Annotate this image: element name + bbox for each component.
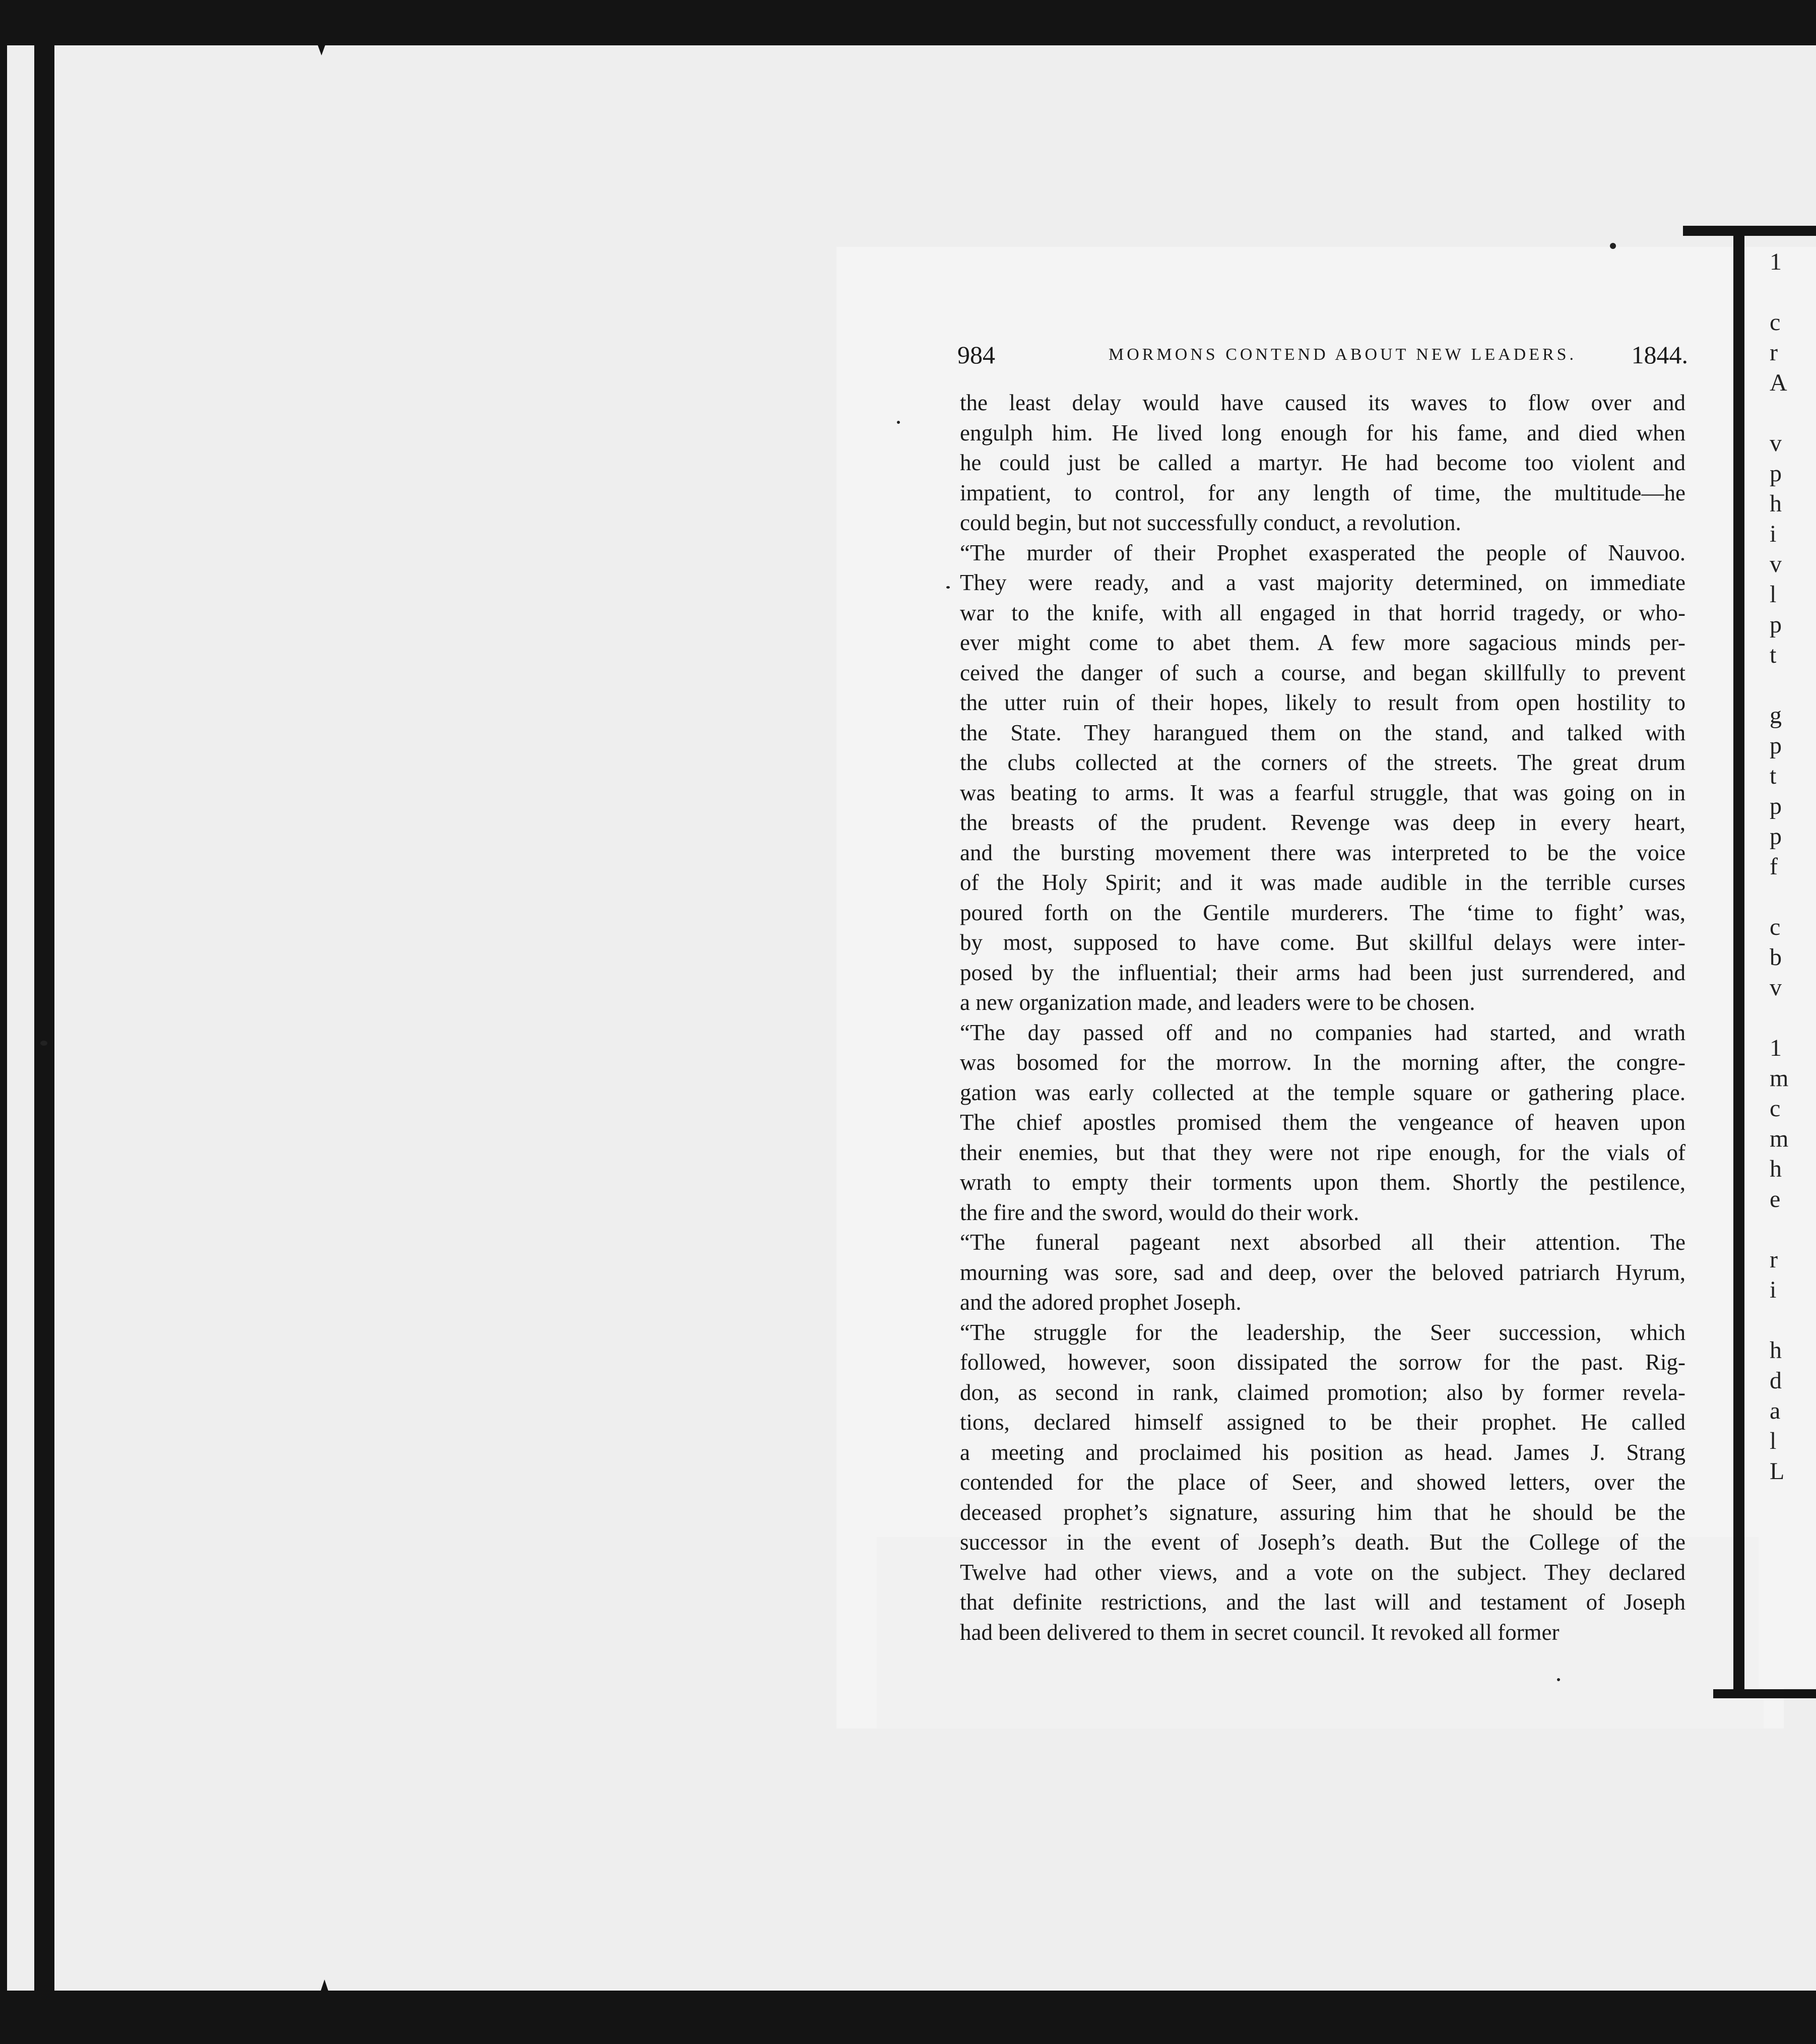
text-line: a meeting and proclaimed his position as head. James J. Strang	[960, 1439, 1685, 1465]
scan-frame-left	[34, 45, 54, 1996]
text-line: The chief apostles promised them the vengeance of heaven upon	[960, 1110, 1685, 1135]
text-line: deceased prophet’s signature, assuring him that he should be the	[960, 1499, 1685, 1525]
text-line: the breasts of the prudent. Revenge was deep in every heart,	[960, 810, 1685, 835]
frame-tick-top	[317, 44, 326, 55]
text-line: impatient, to control, for any length of time, the multitude—he	[960, 480, 1685, 505]
scan-speck	[897, 421, 900, 424]
text-line: gation was early collected at the temple square or gathering place.	[960, 1079, 1685, 1105]
scan-speck	[40, 1041, 47, 1046]
text-line: was bosomed for the morrow. In the morning after, the congre-	[960, 1050, 1685, 1075]
text-line: had been delivered to them in secret council. It revoked all former	[960, 1619, 1560, 1645]
text-line: Twelve had other views, and a vote on the subject. They declared	[960, 1559, 1685, 1585]
paragraph	[960, 1318, 1685, 1648]
text-line: ceived the danger of such a course, and began skillfully to prevent	[960, 660, 1685, 685]
text-line: of the Holy Spirit; and it was made audible in the terrible curses	[960, 870, 1685, 895]
scan-speck	[946, 586, 950, 589]
text-line: They were ready, and a vast majority determined, on immediate	[960, 570, 1685, 595]
text-line: wrath to empty their torments upon them. Shortly the pestilence,	[960, 1170, 1685, 1195]
text-line: “The funeral pageant next absorbed all their attention. The	[960, 1230, 1685, 1255]
paragraph	[960, 388, 1685, 538]
text-line: and the adored prophet Joseph.	[960, 1290, 1242, 1315]
text-line: “The struggle for the leadership, the Seer succession, which	[960, 1319, 1685, 1345]
text-line: tions, declared himself assigned to be their prophet. He called	[960, 1410, 1685, 1435]
text-line: ever might come to abet them. A few more sagacious minds per-	[960, 630, 1685, 655]
text-line: the fire and the sword, would do their work.	[960, 1199, 1359, 1225]
paragraph	[960, 1018, 1685, 1228]
text-line: the clubs collected at the corners of the streets. The great drum	[960, 750, 1685, 775]
text-line: followed, however, soon dissipated the sorrow for the past. Rig-	[960, 1350, 1685, 1375]
scan-frame-bottom	[0, 1991, 1816, 2044]
scan-frame-left-edge	[0, 45, 7, 1996]
text-line: mourning was sore, sad and deep, over the beloved patriarch Hyrum,	[960, 1259, 1685, 1285]
text-line: could begin, but not successfully conduct, a revolution.	[960, 510, 1461, 535]
text-line: “The day passed off and no companies had started, and wrath	[960, 1019, 1685, 1045]
page-number: 984	[957, 341, 995, 369]
running-head-year: 1844.	[1631, 341, 1688, 369]
neighbor-page-foot	[1713, 1689, 1816, 1698]
neighbor-page-fragments: 1 c r A v p h i v l p t g p t p p f c b v 1 m c m h e r i h d a l L	[1770, 248, 1789, 1485]
scan-speck	[1610, 243, 1616, 249]
neighbor-page-top-edge	[1683, 226, 1816, 236]
neighbor-page	[1759, 247, 1816, 1688]
text-line: the State. They harangued them on the stand, and talked with	[960, 720, 1685, 745]
text-line: engulph him. He lived long enough for his fame, and died when	[960, 420, 1685, 445]
neighbor-page-spine	[1733, 232, 1744, 1693]
text-line: a new organization made, and leaders were to be chosen.	[960, 990, 1475, 1015]
text-line: the least delay would have caused its waves to flow over and	[960, 390, 1685, 415]
text-line: that definite restrictions, and the last will and testament of Joseph	[960, 1589, 1685, 1615]
text-line: “The murder of their Prophet exasperated the people of Nauvoo.	[960, 540, 1685, 565]
text-line: don, as second in rank, claimed promotion; also by former revela-	[960, 1379, 1685, 1405]
frame-tick-bottom	[320, 1979, 329, 1992]
scan-frame-top	[0, 0, 1816, 45]
text-line: the utter ruin of their hopes, likely to result from open hostility to	[960, 690, 1685, 715]
paragraph	[960, 538, 1685, 1018]
text-line: successor in the event of Joseph’s death. But the College of the	[960, 1529, 1685, 1555]
text-line: poured forth on the Gentile murderers. The ‘time to fight’ was,	[960, 900, 1685, 925]
paragraph	[960, 1228, 1685, 1318]
text-line: their enemies, but that they were not ripe enough, for the vials of	[960, 1139, 1685, 1165]
text-line: war to the knife, with all engaged in that horrid tragedy, or who-	[960, 600, 1685, 625]
body-text	[960, 388, 1685, 1647]
text-line: was beating to arms. It was a fearful struggle, that was going on in	[960, 780, 1685, 805]
running-head-title: MORMONS CONTEND ABOUT NEW LEADERS.	[1109, 345, 1577, 364]
text-line: contended for the place of Seer, and showed letters, over the	[960, 1470, 1685, 1495]
text-line: posed by the influential; their arms had been just surrendered, and	[960, 960, 1685, 985]
text-line: by most, supposed to have come. But skillful delays were inter-	[960, 930, 1685, 955]
text-line: he could just be called a martyr. He had become too violent and	[960, 450, 1685, 475]
scan-speck	[1557, 1678, 1560, 1681]
running-head	[957, 340, 1688, 370]
text-line: and the bursting movement there was interpreted to be the voice	[960, 840, 1685, 865]
